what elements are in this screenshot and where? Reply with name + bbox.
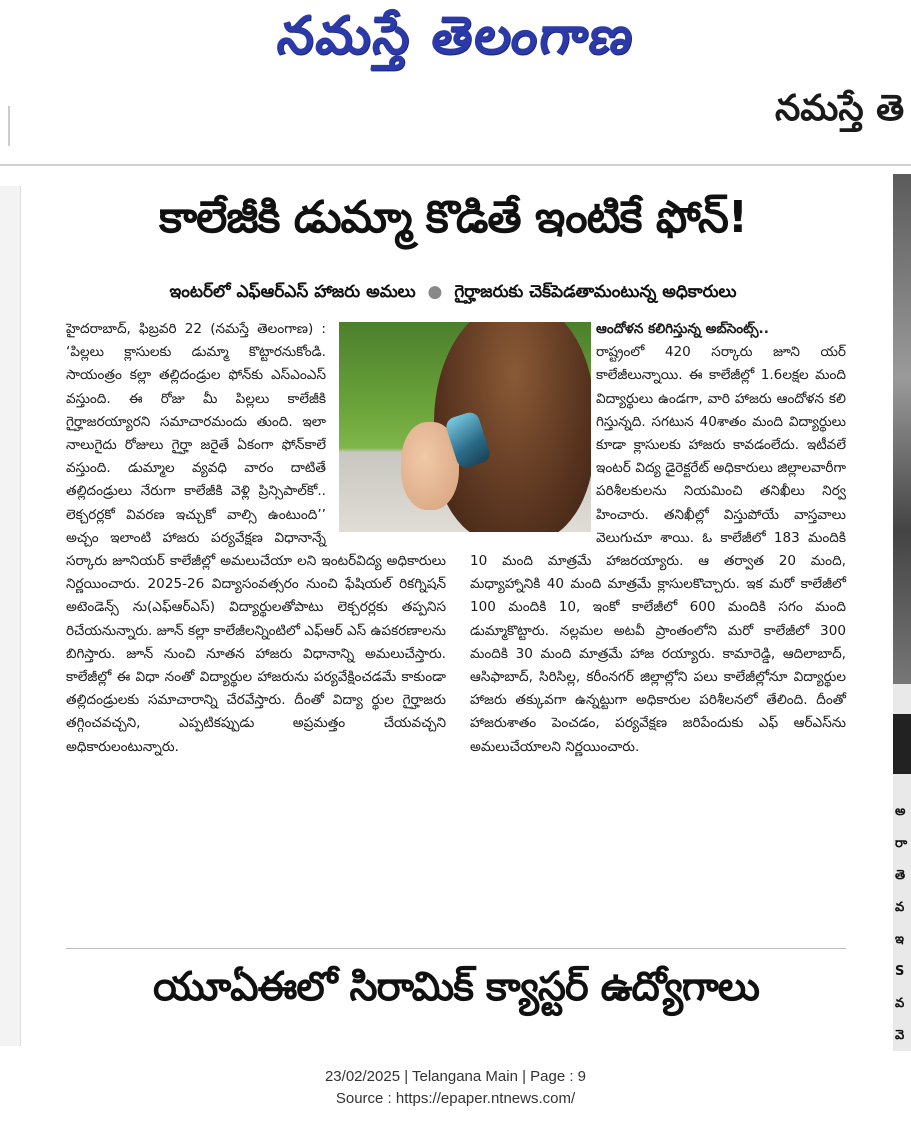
adjacent-letter: అ — [895, 804, 906, 819]
adjacent-letter: వ — [895, 996, 905, 1011]
subhead-left: ఇంటర్‌లో ఎఫ్‌ఆర్‌ఎస్ హాజరు అమలు — [169, 282, 416, 302]
article-divider — [66, 948, 846, 949]
column-1-text: హైదరాబాద్, ఫిబ్రవరి 22 (నమస్తే తెలంగాణ) : ‘పిల్లలు క్లాసులకు డుమ్మా కొట్టారనుకోండి. సాయంత్రం కల్లా తల్లిదండ్రుల ఫోన్‌కు ఎస్‌ఎంఎస్ వస్తుంది. ఈ రోజు మీ పిల్లలు కాలేజీకి గైర్హాజరయ్యారని సమాచారమందు తుంది. ఇలా నాలుగైదు రోజులు గైర్హా జరైతే ఏకంగా ఫోన్‌కాలే వస్తుంది. డుమ్మాల వ్యవధి వారం దాటితే తల్లిదండ్రులు నేరుగా కాలేజీకి వెళ్లి ప్రిన్సిపాల్‌కో.. లెక్చరర్లకో వివరణ ఇచ్చుకో వాల్సి ఉంటుంది’’ అచ్చం ఇలాంటి హాజరు పర్యవేక్షణ విధానాన్నే సర్కారు జూనియర్ కాలేజీల్లో అమలుచేయా లని ఇంటర్‌విద్య అధికారులు నిర్ణయించారు. 2025-26 విద్యాసంవత్సరం నుంచి ఫేషియల్ రికగ్నిషన్ అటెండెన్స్ ను(ఎఫ్‌ఆర్‌ఎస్) విద్యార్థులతోపాటు లెక్చరర్లకు తప్పనిస రిచేయనున్నారు. జూన్ కల్లా కాలేజీలన్నింటిలో ఎఫ్‌ఆర్ ఎస్ ఉపకరణాలను బిగిస్తారు. జూన్ నుంచి నూతన హాజరు విధానాన్ని అమలుచేస్తారు. కాలేజీల్లో ఈ విధా నంతో విద్యార్థుల హాజరును పర్యవేక్షించడమే కాకుండా తల్లిదండ్రులకు సమాచారాన్ని చేరవేస్తారు. దీంతో విద్యా ర్థుల గైర్హాజరు తగ్గించవచ్చని, ఎప్పటికప్పుడు అప్రమత్తం చేయవచ్చని అధికారులంటున్నారు. — [66, 321, 446, 755]
second-article-headline: యూఏఈలో సిరామిక్ క్యాస్టర్ ఉద్యోగాలు — [153, 964, 759, 1010]
bullet-separator: ● — [427, 282, 443, 302]
top-divider — [0, 164, 911, 166]
page-footer — [0, 1066, 911, 1110]
right-adjacent-column — [893, 174, 911, 1051]
adjacent-letter: S — [895, 964, 905, 979]
adjacent-photo — [893, 174, 911, 684]
adjacent-letter: వ — [895, 900, 905, 915]
subhead-right: గైర్హాజరుకు చెక్‌పెడతామంటున్న అధికారులు — [454, 282, 737, 302]
article-column-1 — [66, 318, 446, 759]
photo-spacer-2 — [470, 318, 596, 532]
footer-source: Source : https://epaper.ntnews.com/ — [335, 1090, 576, 1107]
article-column-2 — [470, 318, 846, 759]
photo-spacer — [326, 318, 446, 532]
masthead — [0, 0, 911, 80]
newspaper-logo: నమస్తే తెలంగాణ — [273, 6, 639, 66]
column-2-text: రాష్ట్రంలో 420 సర్కారు జూని యర్ కాలేజీలున్నాయి. ఈ కాలేజీల్లో 1.6లక్షల మంది విద్యార్థులు ఉండగా, వారి హాజరు ఆందోళన కలి గిస్తున్నది. సగటున 40శాతం మంది విద్యార్థులు కూడా క్లాసులకు హాజరు కావడంలేదు. ఇటీవలే ఇంటర్ విద్య డైరెక్టరేట్ అధికారులు జిల్లాలవారీగా పరిశీలకులను నియమించి తనిఖీలు నిర్వ హించారు. తనిఖీల్లో విస్తుపోయే వాస్తవాలు వెలుగుచూ శాయి. ఓ కాలేజీలో 183 మందికి 10 మంది మాత్రమే హాజరయ్యారు. ఆ తర్వాత 20 మంది, మధ్యాహ్నానికి 40 మంది మాత్రమే క్లాసులకొచ్చారు. ఇక మరో కాలేజీలో 100 మందికి 10, ఇంకో కాలేజీలో 600 మందికి సగం మంది డుమ్మాకొట్టారు. నల్లమల అటవీ ప్రాంతంలోని మరో కాలేజీలో 300 మందికి 30 మంది మాత్రమే హాజ రయ్యారు. కామారెడ్డి, ఆదిలాబాద్, ఆసిఫాబాద్, సిరిసిల్ల, కరీంనగర్ జిల్లాల్లోని పలు కాలేజీల్లోనూ విద్యార్థుల హాజరు తక్కువగా ఉన్నట్టుగా అధికారుల పరిశీలనలో తేలింది. దీంతో హాజరుశాతం పెంచడం, పర్యవేక్షణ జరిపేందుకు ఎఫ్ ఆర్‌ఎస్‌ను అమలుచేయాలని నిర్ణయించారు. — [470, 344, 846, 755]
article-headline: కాలేజీకి డుమ్మా కొడితే ఇంటికే ఫోన్! — [158, 192, 747, 243]
adjacent-letter: రా — [895, 836, 908, 851]
adjacent-page-brand: నమస్తే తె — [775, 88, 905, 129]
adjacent-letter: ఇ — [895, 932, 904, 947]
adjacent-letter: తె — [895, 868, 906, 883]
adjacent-block — [893, 714, 911, 774]
footer-edition-info: 23/02/2025 | Telangana Main | Page : 9 — [324, 1068, 587, 1085]
news-clipping — [0, 86, 911, 1051]
article-subheadline — [48, 282, 858, 306]
column-2-subheading: ఆందోళన కలిగిస్తున్న అబ్‌సెంట్స్.. — [596, 321, 769, 337]
adjacent-letter: వె — [895, 1028, 905, 1043]
page-edge-mark — [8, 106, 10, 146]
left-adjacent-column — [0, 186, 21, 1046]
